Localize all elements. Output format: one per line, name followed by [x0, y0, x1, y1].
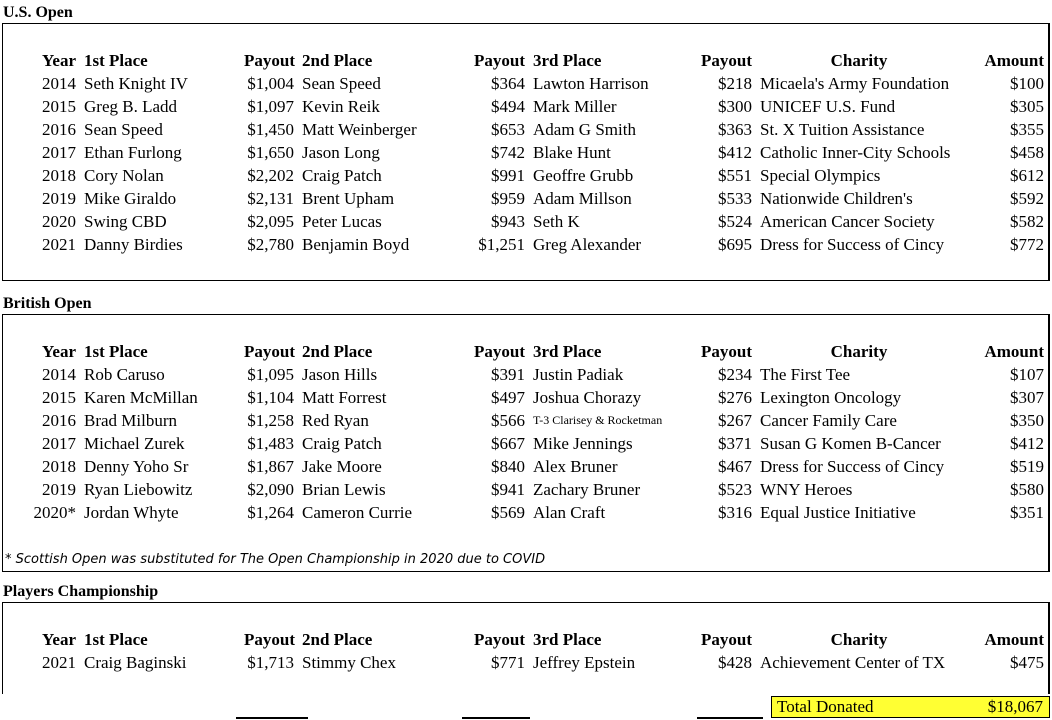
table-row	[0, 432, 1048, 455]
cell-charity: UNICEF U.S. Fund	[760, 97, 896, 116]
cell-year: 2014	[42, 365, 76, 384]
header-first-payout: Payout	[244, 342, 295, 361]
cell-second-place: Brent Upham	[302, 189, 395, 208]
cell-first-place: Swing CBD	[84, 212, 167, 231]
cell-second-place: Cameron Currie	[302, 503, 412, 522]
cell-third-place: Mark Miller	[533, 97, 617, 116]
cell-first-payout: $1,450	[247, 120, 294, 139]
cell-first-payout: $1,264	[247, 503, 294, 522]
cell-third-place: T-3 Clarisey & Rocketman	[533, 413, 663, 427]
cell-year: 2015	[42, 97, 76, 116]
cell-first-payout: $2,090	[247, 480, 294, 499]
header-amount: Amount	[984, 51, 1044, 70]
cell-third-place: Joshua Chorazy	[533, 388, 642, 407]
header-first-place: 1st Place	[84, 630, 148, 649]
cell-second-payout: $569	[491, 503, 525, 522]
cell-first-place: Brad Milburn	[84, 411, 178, 430]
table-row	[0, 187, 1048, 210]
header-charity: Charity	[830, 630, 888, 649]
cell-second-place: Jason Hills	[302, 365, 378, 384]
cell-first-place: Mike Giraldo	[84, 189, 177, 208]
header-year: Year	[42, 342, 76, 361]
cell-amount: $350	[1010, 411, 1044, 430]
cell-first-payout: $1,258	[247, 411, 294, 430]
cell-second-place: Brian Lewis	[302, 480, 386, 499]
cell-charity: Cancer Family Care	[760, 411, 897, 430]
table-row	[0, 210, 1048, 233]
cell-second-place: Sean Speed	[302, 74, 381, 93]
cell-first-payout: $2,202	[247, 166, 294, 185]
header-amount: Amount	[984, 630, 1044, 649]
cell-year: 2016	[42, 411, 76, 430]
cell-second-place: Craig Patch	[302, 434, 382, 453]
cell-third-payout: $316	[718, 503, 752, 522]
section-title-british-open: British Open	[3, 295, 92, 312]
cell-charity: Equal Justice Initiative	[760, 503, 916, 522]
cell-third-place: Justin Padiak	[533, 365, 624, 384]
cell-third-place: Seth K	[533, 212, 580, 231]
cell-first-place: Jordan Whyte	[84, 503, 179, 522]
cell-year: 2017	[42, 434, 76, 453]
cell-first-payout: $2,780	[247, 235, 294, 254]
cell-second-place: Matt Forrest	[302, 388, 387, 407]
payout-sum-underline-1	[236, 717, 308, 719]
table-row	[0, 386, 1048, 409]
header-third-payout: Payout	[701, 342, 752, 361]
cell-first-place: Michael Zurek	[84, 434, 185, 453]
table-header-row	[0, 49, 1048, 72]
cell-charity: Nationwide Children's	[760, 189, 913, 208]
cell-amount: $519	[1010, 457, 1044, 476]
cell-year: 2021	[42, 235, 76, 254]
cell-third-place: Alex Bruner	[533, 457, 618, 476]
header-third-payout: Payout	[701, 630, 752, 649]
cell-year: 2017	[42, 143, 76, 162]
table-row	[0, 501, 1048, 524]
cell-second-payout: $494	[491, 97, 525, 116]
cell-amount: $582	[1010, 212, 1044, 231]
cell-first-place: Craig Baginski	[84, 653, 187, 672]
cell-third-payout: $363	[718, 120, 752, 139]
cell-amount: $307	[1010, 388, 1044, 407]
cell-third-payout: $467	[718, 457, 752, 476]
section-title-players-championship: Players Championship	[3, 583, 159, 600]
cell-second-payout: $771	[491, 653, 525, 672]
table-row	[0, 164, 1048, 187]
cell-third-place: Adam G Smith	[533, 120, 636, 139]
cell-year: 2014	[42, 74, 76, 93]
cell-second-payout: $497	[491, 388, 525, 407]
cell-third-payout: $695	[718, 235, 752, 254]
cell-year: 2016	[42, 120, 76, 139]
cell-first-place: Karen McMillan	[84, 388, 198, 407]
cell-year: 2019	[42, 480, 76, 499]
cell-amount: $612	[1010, 166, 1044, 185]
cell-first-place: Ethan Furlong	[84, 143, 182, 162]
cell-second-place: Peter Lucas	[302, 212, 382, 231]
cell-charity: Special Olympics	[760, 166, 881, 185]
cell-third-payout: $267	[718, 411, 752, 430]
header-first-place: 1st Place	[84, 51, 148, 70]
cell-third-payout: $412	[718, 143, 752, 162]
section-title-us-open: U.S. Open	[3, 4, 73, 21]
cell-second-payout: $391	[491, 365, 525, 384]
us-open-table	[0, 49, 1048, 256]
cell-first-payout: $1,713	[247, 653, 294, 672]
cell-amount: $458	[1010, 143, 1044, 162]
cell-second-payout: $959	[491, 189, 525, 208]
table-row	[0, 72, 1048, 95]
cell-charity: Dress for Success of Cincy	[760, 457, 945, 476]
cell-charity: Susan G Komen B-Cancer	[760, 434, 941, 453]
table-row	[0, 118, 1048, 141]
cell-charity: American Cancer Society	[760, 212, 935, 231]
cell-first-place: Danny Birdies	[84, 235, 183, 254]
header-third-place: 3rd Place	[533, 342, 602, 361]
cell-first-place: Sean Speed	[84, 120, 163, 139]
cell-first-place: Ryan Liebowitz	[84, 480, 193, 499]
table-header-row	[0, 340, 1048, 363]
table-row	[0, 95, 1048, 118]
cell-amount: $107	[1010, 365, 1044, 384]
total-donated-box	[771, 696, 1050, 718]
table-row	[0, 455, 1048, 478]
cell-first-payout: $1,095	[247, 365, 294, 384]
header-second-place: 2nd Place	[302, 51, 373, 70]
cell-first-payout: $1,483	[247, 434, 294, 453]
header-charity: Charity	[830, 51, 888, 70]
cell-second-payout: $742	[491, 143, 525, 162]
payout-sum-underline-2	[462, 717, 530, 719]
cell-year: 2019	[42, 189, 76, 208]
cell-second-payout: $943	[491, 212, 525, 231]
cell-first-payout: $1,104	[247, 388, 294, 407]
cell-charity: WNY Heroes	[760, 480, 853, 499]
header-charity: Charity	[830, 342, 888, 361]
cell-year: 2020	[42, 212, 76, 231]
cell-second-place: Jason Long	[302, 143, 380, 162]
header-year: Year	[42, 630, 76, 649]
cell-third-payout: $300	[718, 97, 752, 116]
cell-second-payout: $1,251	[478, 235, 525, 254]
cell-amount: $100	[1010, 74, 1044, 93]
cell-third-payout: $218	[718, 74, 752, 93]
total-donated-label: Total Donated	[777, 697, 874, 716]
cell-second-payout: $667	[491, 434, 525, 453]
cell-third-payout: $234	[718, 365, 752, 384]
cell-third-payout: $428	[718, 653, 752, 672]
cell-third-payout: $523	[718, 480, 752, 499]
cell-second-payout: $840	[491, 457, 525, 476]
payout-sum-underline-3	[697, 717, 763, 719]
cell-first-payout: $2,131	[247, 189, 294, 208]
cell-third-place: Blake Hunt	[533, 143, 611, 162]
cell-charity: Achievement Center of TX	[760, 653, 946, 672]
cell-amount: $475	[1010, 653, 1044, 672]
table-row	[0, 478, 1048, 501]
cell-first-place: Seth Knight IV	[84, 74, 188, 93]
cell-first-payout: $1,650	[247, 143, 294, 162]
cell-charity: St. X Tuition Assistance	[760, 120, 925, 139]
cell-second-payout: $653	[491, 120, 525, 139]
cell-third-payout: $551	[718, 166, 752, 185]
cell-amount: $412	[1010, 434, 1044, 453]
cell-third-payout: $371	[718, 434, 752, 453]
header-second-payout: Payout	[474, 342, 525, 361]
header-second-payout: Payout	[474, 630, 525, 649]
table-row	[0, 141, 1048, 164]
cell-amount: $580	[1010, 480, 1044, 499]
cell-second-place: Jake Moore	[302, 457, 382, 476]
header-second-place: 2nd Place	[302, 342, 373, 361]
cell-year: 2018	[42, 457, 76, 476]
cell-amount: $305	[1010, 97, 1044, 116]
cell-year: 2015	[42, 388, 76, 407]
cell-second-payout: $991	[491, 166, 525, 185]
cell-first-payout: $2,095	[247, 212, 294, 231]
header-first-payout: Payout	[244, 630, 295, 649]
cell-charity: The First Tee	[760, 365, 851, 384]
british-open-footnote: * Scottish Open was substituted for The Open Championship in 2020 due to COVID	[5, 552, 546, 567]
cell-third-place: Mike Jennings	[533, 434, 633, 453]
cell-third-place: Geoffre Grubb	[533, 166, 634, 185]
cell-amount: $592	[1010, 189, 1044, 208]
cell-first-place: Greg B. Ladd	[84, 97, 178, 116]
header-amount: Amount	[984, 342, 1044, 361]
header-first-place: 1st Place	[84, 342, 148, 361]
table-row	[0, 233, 1048, 256]
cell-first-place: Denny Yoho Sr	[84, 457, 189, 476]
cell-second-place: Craig Patch	[302, 166, 382, 185]
cell-third-place: Adam Millson	[533, 189, 632, 208]
cell-first-payout: $1,004	[247, 74, 294, 93]
total-donated-value: $18,067	[987, 697, 1043, 716]
header-second-place: 2nd Place	[302, 630, 373, 649]
players-championship-table	[0, 628, 1048, 674]
cell-third-place: Zachary Bruner	[533, 480, 641, 499]
header-third-place: 3rd Place	[533, 51, 602, 70]
cell-third-place: Greg Alexander	[533, 235, 642, 254]
table-header-row	[0, 628, 1048, 651]
cell-first-place: Cory Nolan	[84, 166, 164, 185]
cell-first-payout: $1,867	[247, 457, 294, 476]
header-year: Year	[42, 51, 76, 70]
cell-amount: $351	[1010, 503, 1044, 522]
cell-amount: $355	[1010, 120, 1044, 139]
cell-third-payout: $276	[718, 388, 752, 407]
table-row	[0, 651, 1048, 674]
cell-charity: Micaela's Army Foundation	[760, 74, 950, 93]
cell-first-payout: $1,097	[247, 97, 294, 116]
cell-second-place: Red Ryan	[302, 411, 369, 430]
cell-second-payout: $941	[491, 480, 525, 499]
cell-year: 2018	[42, 166, 76, 185]
cell-charity: Lexington Oncology	[760, 388, 902, 407]
table-row	[0, 409, 1048, 432]
cell-second-place: Stimmy Chex	[302, 653, 396, 672]
table-row	[0, 363, 1048, 386]
cell-charity: Catholic Inner-City Schools	[760, 143, 951, 162]
cell-second-place: Kevin Reik	[302, 97, 380, 116]
cell-third-payout: $524	[718, 212, 752, 231]
cell-third-place: Alan Craft	[533, 503, 606, 522]
cell-second-payout: $364	[491, 74, 525, 93]
cell-second-payout: $566	[491, 411, 525, 430]
cell-second-place: Benjamin Boyd	[302, 235, 410, 254]
cell-third-place: Lawton Harrison	[533, 74, 649, 93]
header-first-payout: Payout	[244, 51, 295, 70]
header-third-payout: Payout	[701, 51, 752, 70]
header-third-place: 3rd Place	[533, 630, 602, 649]
cell-second-place: Matt Weinberger	[302, 120, 417, 139]
cell-amount: $772	[1010, 235, 1044, 254]
header-second-payout: Payout	[474, 51, 525, 70]
cell-year: 2020*	[33, 503, 76, 522]
cell-year: 2021	[42, 653, 76, 672]
cell-third-payout: $533	[718, 189, 752, 208]
british-open-table	[0, 340, 1048, 524]
cell-charity: Dress for Success of Cincy	[760, 235, 945, 254]
cell-third-place: Jeffrey Epstein	[533, 653, 636, 672]
cell-first-place: Rob Caruso	[84, 365, 165, 384]
